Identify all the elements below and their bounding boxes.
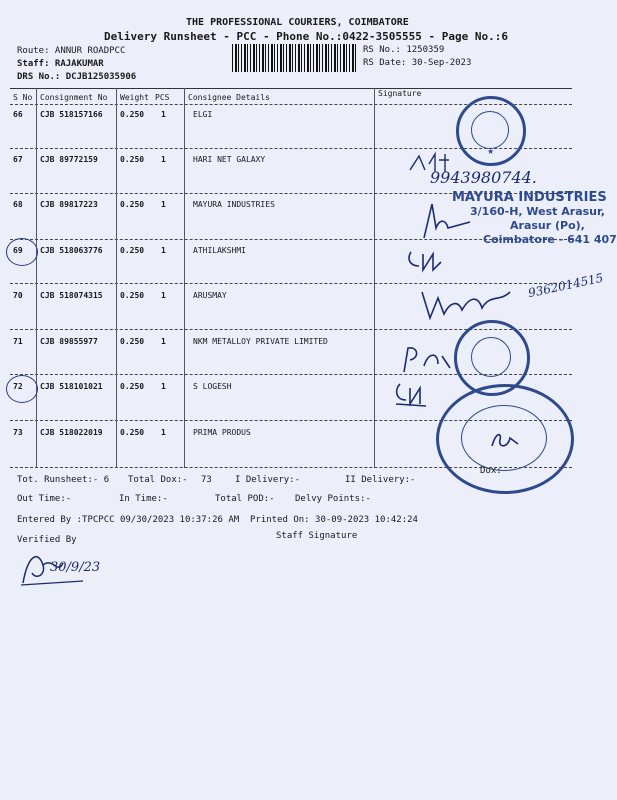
col-divider xyxy=(36,88,37,468)
row-consignment: CJB 518157166 xyxy=(40,110,103,119)
signature-row-70 xyxy=(418,284,528,324)
row-pcs: 1 xyxy=(161,246,166,255)
mayura-stamp-name: MAYURA INDUSTRIES xyxy=(452,190,607,205)
mayura-stamp-address: Coimbatore - 641 407 xyxy=(483,233,617,246)
runsheet-subtitle: Delivery Runsheet - PCC - Phone No.:0422-3505555 - Page No.:6 xyxy=(104,30,508,43)
mayura-stamp-address: Arasur (Po), xyxy=(510,219,585,232)
stamp-inner-ring xyxy=(471,337,511,377)
rs-date: RS Date: 30-Sep-2023 xyxy=(363,58,472,68)
row-sno: 68 xyxy=(13,200,23,209)
col-header-weight: Weight xyxy=(120,93,149,102)
barcode-image xyxy=(232,44,358,72)
col-header-signature: Signature xyxy=(378,89,422,98)
row-sno: 72 xyxy=(13,382,23,391)
row-consignee: S LOGESH xyxy=(193,382,232,391)
row-consignment: CJB 89855977 xyxy=(40,337,98,346)
total-dox-value: 73 xyxy=(201,475,212,485)
total-pod: Total POD:- xyxy=(215,494,275,504)
row-weight: 0.250 xyxy=(120,291,145,300)
col-header-sno: S No xyxy=(13,93,33,102)
verified-by: Verified By xyxy=(17,535,77,545)
row-pcs: 1 xyxy=(161,155,166,164)
row-pcs: 1 xyxy=(161,110,166,119)
in-time: In Time:- xyxy=(119,494,168,504)
row-consignee: ATHILAKSHMI xyxy=(193,246,246,255)
col-divider xyxy=(374,88,375,468)
staff-text: Staff: RAJAKUMAR xyxy=(17,59,104,69)
row-sno: 66 xyxy=(13,110,23,119)
row-weight: 0.250 xyxy=(120,110,145,119)
row-consignee: ARUSMAY xyxy=(193,291,227,300)
drs-number: DRS No.: DCJB125035906 xyxy=(17,72,137,82)
row-consignment: CJB 518101021 xyxy=(40,382,103,391)
ii-delivery: II Delivery:- xyxy=(345,475,416,485)
row-consignee: ELGI xyxy=(193,110,213,119)
row-consignment: CJB 518074315 xyxy=(40,291,103,300)
company-title: THE PROFESSIONAL COURIERS, COIMBATORE xyxy=(186,17,409,28)
rs-number: RS No.: 1250359 xyxy=(363,45,445,55)
signature-row-73 xyxy=(488,428,524,452)
row-weight: 0.250 xyxy=(120,246,145,255)
col-header-consignee: Consignee Details xyxy=(188,93,270,102)
row-consignment: CJB 518022019 xyxy=(40,428,103,437)
row-sno: 69 xyxy=(13,246,23,255)
route-text: Route: ANNUR ROADPCC xyxy=(17,46,126,56)
col-header-consignment: Consignment No xyxy=(40,93,108,102)
row-consignee: NKM METALLOY PRIVATE LIMITED xyxy=(193,337,328,346)
stamp-dox-label: Dox: xyxy=(480,466,502,476)
out-time: Out Time:- xyxy=(17,494,72,504)
row-weight: 0.250 xyxy=(120,428,145,437)
hand-circle-mark xyxy=(6,375,38,403)
signature-row-69 xyxy=(405,244,455,274)
row-pcs: 1 xyxy=(161,200,166,209)
row-consignment: CJB 518063776 xyxy=(40,246,103,255)
stamp-inner-ring xyxy=(471,111,509,149)
handwritten-note: 9362014515 xyxy=(526,270,605,301)
signature-row-71 xyxy=(398,342,458,376)
col-divider xyxy=(184,88,185,468)
table-top-border xyxy=(10,88,572,89)
delvy-points: Delvy Points:- xyxy=(295,494,371,504)
row-pcs: 1 xyxy=(161,337,166,346)
entered-by: Entered By :TPCPCC 09/30/2023 10:37:26 AM xyxy=(17,515,240,525)
row-consignment: CJB 89817223 xyxy=(40,200,98,209)
staff-signature-label: Staff Signature xyxy=(276,531,358,541)
row-consignee: PRIMA PRODUS xyxy=(193,428,251,437)
hand-circle-mark xyxy=(6,238,38,266)
printed-on: Printed On: 30-09-2023 10:42:24 xyxy=(250,515,418,525)
row-pcs: 1 xyxy=(161,428,166,437)
col-divider xyxy=(116,88,117,468)
row-consignment: CJB 89772159 xyxy=(40,155,98,164)
row-consignee: HARI NET GALAXY xyxy=(193,155,266,164)
row-sno: 67 xyxy=(13,155,23,164)
total-runsheet: Tot. Runsheet:- 6 xyxy=(17,475,110,485)
row-weight: 0.250 xyxy=(120,382,145,391)
total-dox-label: Total Dox:- xyxy=(128,475,188,485)
signature-row-72 xyxy=(392,376,442,410)
table-row xyxy=(0,246,600,260)
row-consignee: MAYURA INDUSTRIES xyxy=(193,200,275,209)
row-sno: 71 xyxy=(13,337,23,346)
row-sno: 73 xyxy=(13,428,23,437)
col-header-pcs: PCS xyxy=(155,93,170,102)
handwritten-phone: 9943980744. xyxy=(430,168,537,187)
row-pcs: 1 xyxy=(161,382,166,391)
row-weight: 0.250 xyxy=(120,337,145,346)
row-weight: 0.250 xyxy=(120,200,145,209)
star-icon: ★ xyxy=(487,147,495,156)
verify-date: 30/9/23 xyxy=(50,560,101,575)
signature-row-68 xyxy=(418,198,478,243)
mayura-stamp-address: 3/160-H, West Arasur, xyxy=(470,205,605,218)
row-pcs: 1 xyxy=(161,291,166,300)
row-weight: 0.250 xyxy=(120,155,145,164)
i-delivery: I Delivery:- xyxy=(235,475,301,485)
row-sno: 70 xyxy=(13,291,23,300)
